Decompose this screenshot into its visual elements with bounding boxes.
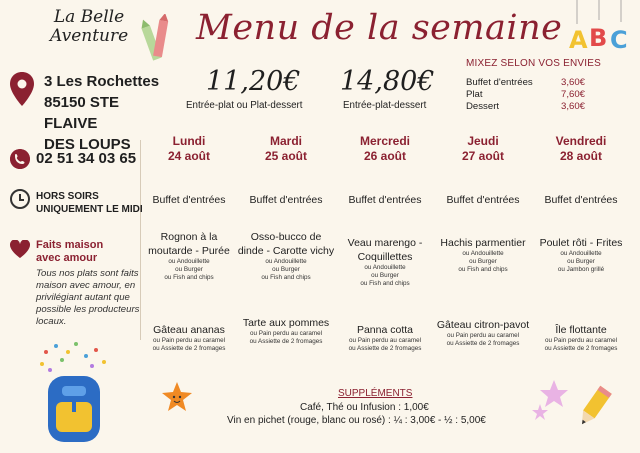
location-pin-icon (10, 72, 34, 106)
abc-blocks-icon (565, 0, 633, 56)
address-line-1: 3 Les Rochettes (44, 73, 160, 90)
mix-item-label: Dessert (466, 101, 500, 112)
mix-item-label: Buffet d'entrées (466, 77, 533, 88)
dessert-name: Île flottante (555, 324, 607, 336)
formula-price-2: 14,80€ (340, 66, 435, 97)
starter-name: Buffet d'entrées (152, 194, 226, 206)
main-alt: ou Andouillette (364, 264, 406, 271)
dessert-alt: ou Pain perdu au caramel (249, 330, 323, 337)
day-column-tuesday (237, 134, 335, 345)
starter (532, 193, 630, 207)
main-dish-name: Poulet rôti - Frites (539, 237, 623, 249)
starter-name: Buffet d'entrées (249, 194, 323, 206)
main-alt: ou Fish and chips (360, 280, 410, 287)
mix-title: MIXEZ SELON VOS ENVIES (466, 58, 601, 69)
dessert (140, 323, 238, 353)
mix-item-price: 3,60€ (561, 101, 586, 112)
svg-text:A: A (569, 26, 588, 54)
main-alt: ou Andouillette (560, 250, 602, 257)
dessert-name: Panna cotta (356, 324, 414, 336)
dessert-alt: ou Assiette de 2 fromages (249, 338, 323, 345)
crayons-icon (132, 14, 182, 64)
dessert-alt: ou Pain perdu au caramel (152, 337, 226, 344)
homemade-title: Faits maison avec amour (36, 239, 104, 264)
hours-line-2: UNIQUEMENT LE MIDI (36, 204, 143, 215)
day-date: 24 août (167, 149, 210, 163)
dessert (336, 323, 434, 353)
day-name: Lundi (172, 134, 206, 148)
starter (237, 193, 335, 207)
main-alt: ou Fish and chips (261, 274, 311, 281)
main-alt: ou Burger (567, 258, 595, 265)
page-title: Menu de la semaine (196, 8, 563, 48)
svg-text:B: B (589, 24, 608, 52)
starter (140, 193, 238, 207)
homemade-description: Tous nos plats sont faits maison avec amour, en privilégiant autant que possible les producteurs locaux. (36, 268, 140, 327)
main-dish-name: Rognon à la moutarde - Purée (148, 231, 230, 257)
heart-icon (10, 240, 30, 258)
formula-label-2: Entrée-plat-dessert (343, 100, 427, 111)
formula-label-1: Entrée-plat ou Plat-dessert (186, 100, 303, 111)
day-name: Jeudi (467, 134, 499, 148)
phone-icon (10, 149, 30, 169)
day-column-friday (532, 134, 630, 352)
svg-text:C: C (610, 26, 628, 54)
main-alt: ou Andouillette (265, 258, 307, 265)
logo: La Belle Aventure (50, 7, 129, 46)
day-name: Mercredi (359, 134, 411, 148)
supplements-title: SUPPLÉMENTS (338, 388, 413, 399)
dessert (532, 323, 630, 353)
main-alt: ou Jambon grillé (557, 266, 605, 273)
day-date: 25 août (264, 149, 307, 163)
supplements-line-1: Café, Thé ou Infusion : 1,00€ (300, 402, 429, 413)
main-dish-name: Hachis parmentier (440, 237, 526, 249)
dessert-alt: ou Assiette de 2 fromages (152, 345, 226, 352)
dessert-name: Gâteau citron-pavot (436, 319, 530, 331)
address-line-2: 85150 STE FLAIVE (44, 94, 120, 132)
dessert-alt: ou Assiette de 2 fromages (446, 340, 520, 347)
mix-row (466, 77, 591, 88)
main-dish (140, 230, 238, 282)
mix-row (466, 101, 591, 112)
day-column-wednesday (336, 134, 434, 352)
address-line-3: DES LOUPS (44, 136, 131, 153)
main-alt: ou Burger (175, 266, 203, 273)
starter-name: Buffet d'entrées (348, 194, 422, 206)
clock-icon (10, 189, 30, 209)
day-column-thursday (434, 134, 532, 347)
main-dish (336, 236, 434, 288)
hours-line-1: HORS SOIRS (36, 191, 99, 202)
dessert-name: Tarte aux pommes (242, 317, 330, 329)
day-name: Vendredi (555, 134, 607, 148)
main-alt: ou Andouillette (462, 250, 504, 257)
starter-name: Buffet d'entrées (446, 194, 520, 206)
mix-row (466, 89, 591, 100)
mix-item-label: Plat (466, 89, 483, 100)
main-alt: ou Andouillette (168, 258, 210, 265)
starter (336, 193, 434, 207)
dessert-alt: ou Pain perdu au caramel (446, 332, 520, 339)
day-column-monday (140, 134, 238, 352)
dessert (434, 318, 532, 348)
supplements-line-2: Vin en pichet (rouge, blanc ou rosé) : ¼ : 3,00€ - ½ : 5,00€ (227, 415, 486, 426)
formula-price-1: 11,20€ (206, 66, 301, 97)
main-alt: ou Burger (469, 258, 497, 265)
dessert (237, 316, 335, 346)
mix-item-price: 7,60€ (561, 89, 586, 100)
mix-item-price: 3,60€ (561, 77, 586, 88)
main-dish (532, 236, 630, 274)
main-alt: ou Burger (272, 266, 300, 273)
main-dish-name: Veau marengo - Coquillettes (347, 237, 423, 263)
dessert-alt: ou Assiette de 2 fromages (348, 345, 422, 352)
main-dish (434, 236, 532, 274)
main-alt: ou Fish and chips (458, 266, 508, 273)
main-alt: ou Burger (371, 272, 399, 279)
day-name: Mardi (269, 134, 302, 148)
backpack-icon (36, 342, 112, 446)
phone-number: 02 51 34 03 65 (36, 150, 137, 167)
pencil-icon (574, 384, 614, 430)
dessert-name: Gâteau ananas (153, 324, 225, 336)
dessert-alt: ou Pain perdu au caramel (348, 337, 422, 344)
starter (434, 193, 532, 207)
main-alt: ou Fish and chips (164, 274, 214, 281)
star-icon (160, 380, 194, 414)
stars-icon (530, 376, 578, 424)
dessert-alt: ou Pain perdu au caramel (544, 337, 618, 344)
opening-hours (36, 190, 143, 216)
dessert-alt: ou Assiette de 2 fromages (544, 345, 618, 352)
starter-name: Buffet d'entrées (544, 194, 618, 206)
day-date: 26 août (363, 149, 406, 163)
main-dish (237, 230, 335, 282)
day-date: 27 août (461, 149, 504, 163)
day-date: 28 août (559, 149, 602, 163)
main-dish-name: Osso-bucco de dinde - Carotte vichy (237, 231, 335, 257)
